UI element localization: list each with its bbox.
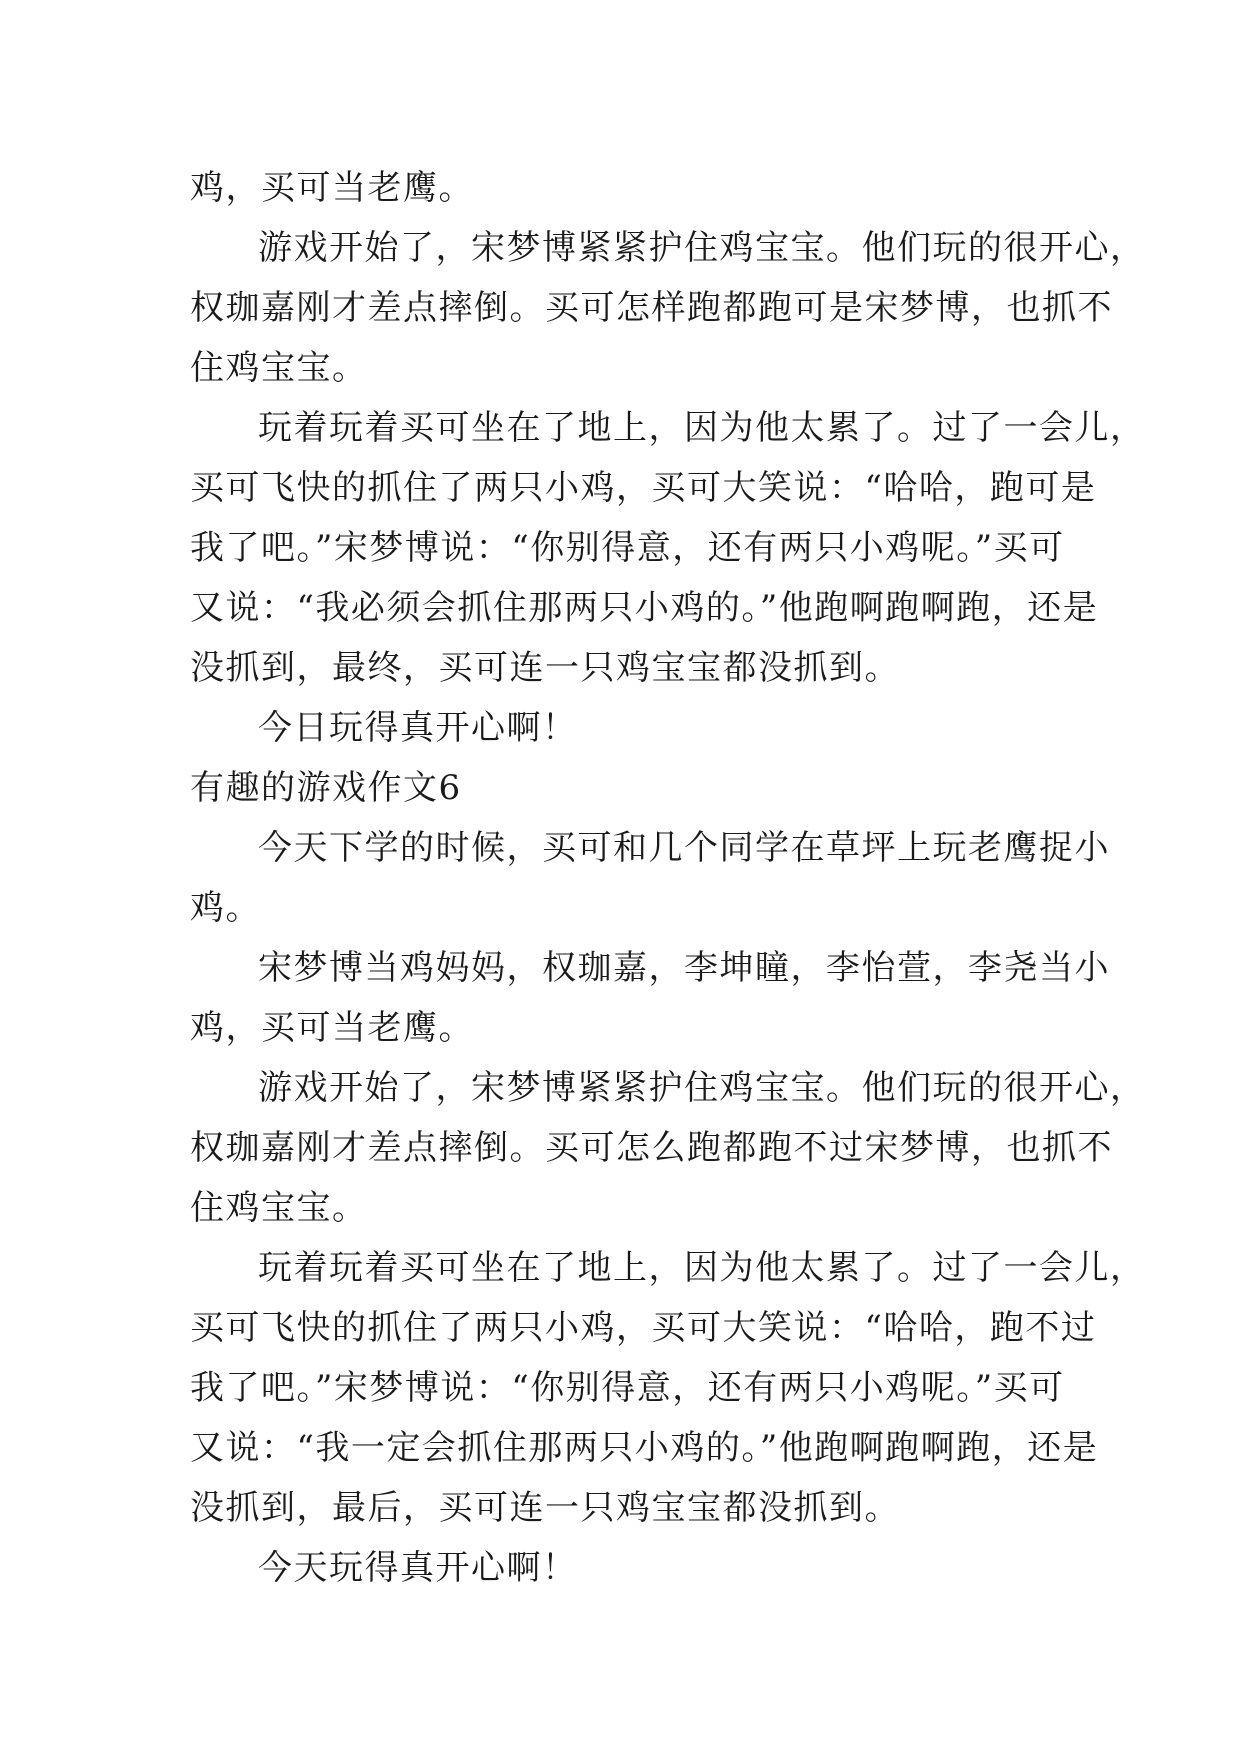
text-line: 我了吧。”宋梦博说：“你别得意，还有两只小鸡呢。”买可 — [190, 528, 1065, 568]
text-line: 没抓到，最终，买可连一只鸡宝宝都没抓到。 — [190, 648, 900, 688]
text-line: 权珈嘉刚才差点摔倒。买可怎样跑都跑可是宋梦博，也抓不 — [190, 288, 1113, 328]
text-line: 又说：“我一定会抓住那两只小鸡的。”他跑啊跑啊跑，还是 — [190, 1428, 1099, 1468]
paragraph-start-line: 游戏开始了，宋梦博紧紧护住鸡宝宝。他们玩的很开心， — [258, 228, 1146, 268]
text-line: 权珈嘉刚才差点摔倒。买可怎么跑都跑不过宋梦博，也抓不 — [190, 1128, 1113, 1168]
text-line: 又说：“我必须会抓住那两只小鸡的。”他跑啊跑啊跑，还是 — [190, 588, 1099, 628]
document-page — [190, 158, 1146, 1598]
section-heading: 有趣的游戏作文6 — [190, 768, 462, 808]
text-line: 没抓到，最后，买可连一只鸡宝宝都没抓到。 — [190, 1488, 900, 1528]
paragraph-start-line: 游戏开始了，宋梦博紧紧护住鸡宝宝。他们玩的很开心， — [258, 1068, 1146, 1108]
text-line: 住鸡宝宝。 — [190, 348, 368, 388]
paragraph-start-line: 今天玩得真开心啊！ — [258, 1548, 578, 1588]
paragraph-start-line: 今天下学的时候，买可和几个同学在草坪上玩老鹰捉小 — [258, 828, 1110, 868]
text-line: 鸡，买可当老鹰。 — [190, 168, 474, 208]
text-line: 买可飞快的抓住了两只小鸡，买可大笑说：“哈哈，跑可是 — [190, 468, 1097, 508]
paragraph-start-line: 今日玩得真开心啊！ — [258, 708, 578, 748]
text-line: 鸡，买可当老鹰。 — [190, 1008, 474, 1048]
text-line: 买可飞快的抓住了两只小鸡，买可大笑说：“哈哈，跑不过 — [190, 1308, 1097, 1348]
text-line: 住鸡宝宝。 — [190, 1188, 368, 1228]
text-line: 我了吧。”宋梦博说：“你别得意，还有两只小鸡呢。”买可 — [190, 1368, 1065, 1408]
paragraph-start-line: 玩着玩着买可坐在了地上，因为他太累了。过了一会儿， — [258, 408, 1146, 448]
text-line: 鸡。 — [190, 888, 261, 928]
paragraph-start-line: 宋梦博当鸡妈妈，权珈嘉，李坤瞳，李怡萱，李尧当小 — [258, 948, 1110, 988]
paragraph-start-line: 玩着玩着买可坐在了地上，因为他太累了。过了一会儿， — [258, 1248, 1146, 1288]
